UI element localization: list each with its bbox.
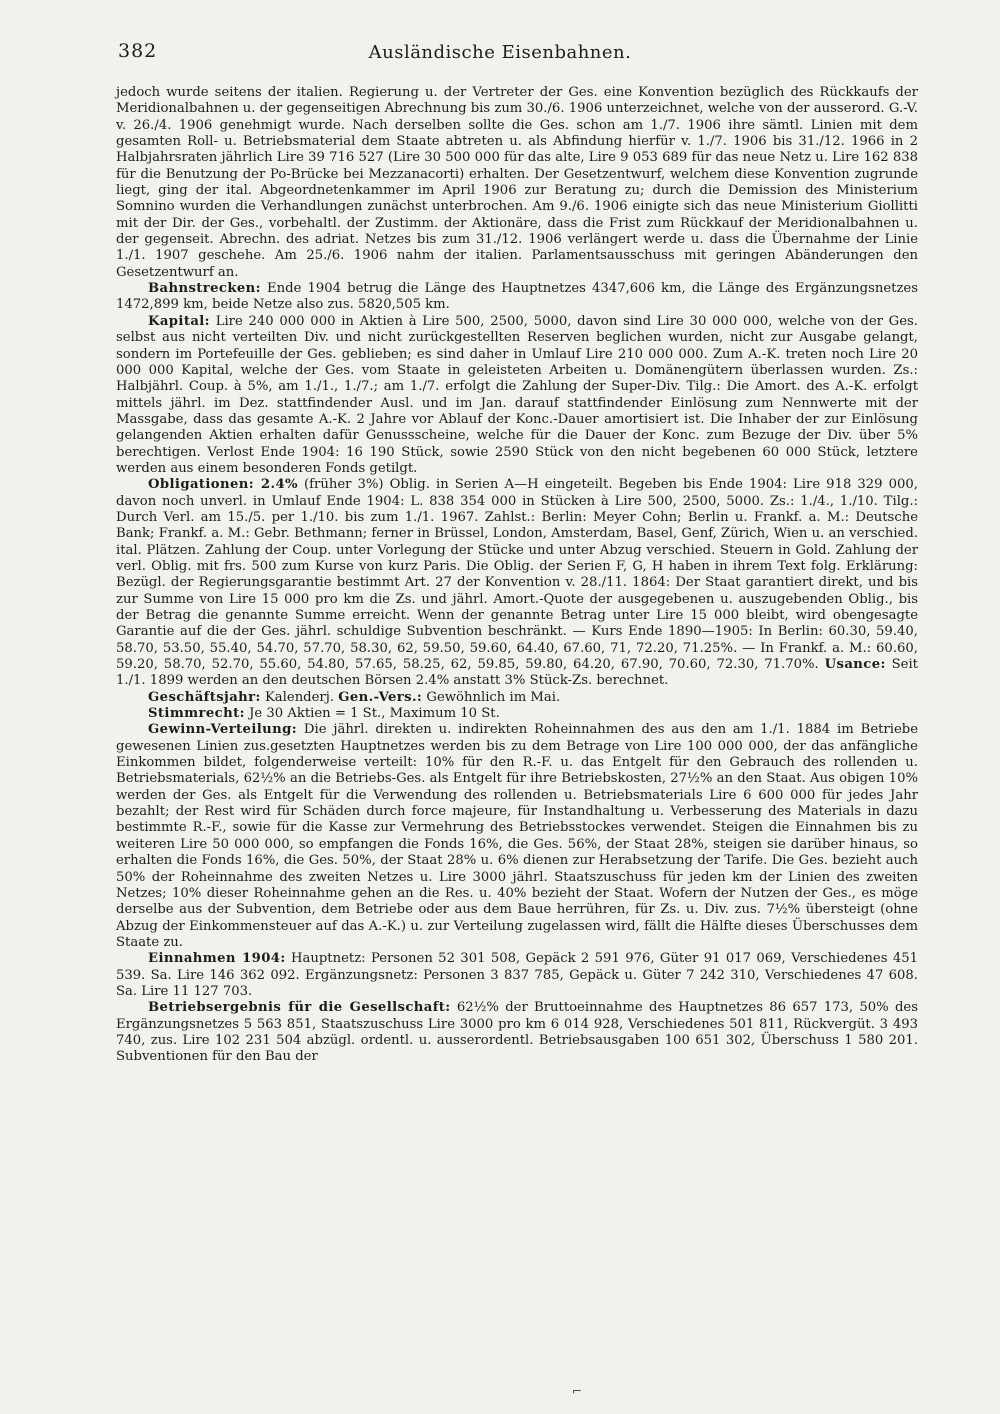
page-number: 382 bbox=[118, 40, 158, 62]
running-title: Ausländische Eisenbahnen. bbox=[368, 42, 632, 63]
section-heading: Obligationen: 2.4% bbox=[148, 477, 298, 493]
paragraph-text: 62½% der Bruttoeinnahme des Hauptnetzes 86 657 173, 50% des Ergänzungsnetzes 5 563 851, Staatszuschuss Lire 3000 pro km 6 014 928, Verschiedenes 501 811, Rückvergüt. 3 493 740, zus. Lire 102 231 504 abzügl. ordentl. u. ausserordentl. Betriebsausgaben 100 651 302, Überschuss 1 580 201. Subventionen für den Bau der bbox=[116, 1000, 918, 1065]
print-mark: ⌐ bbox=[572, 1384, 583, 1398]
paragraph-text: Ende 1904 betrug die Länge des Hauptnetzes 4347,606 km, die Länge des Ergänzungsnetzes 1472,899 km, beide Netze also zus. 5820,505 km. bbox=[116, 281, 918, 313]
paragraph-obligationen bbox=[116, 477, 918, 689]
paragraph-geschaeftsjahr bbox=[116, 690, 918, 706]
section-heading: Kapital: bbox=[148, 313, 210, 329]
paragraph-stimmrecht bbox=[116, 706, 918, 722]
section-heading: Betriebsergebnis für die Gesellschaft: bbox=[148, 1000, 451, 1016]
paragraph-convention bbox=[116, 85, 918, 281]
paragraph-text: Kalenderj. bbox=[264, 689, 335, 705]
section-heading: Stimmrecht: bbox=[148, 706, 245, 722]
paragraph-text: jedoch wurde seitens der italien. Regierung u. der Vertreter der Ges. eine Konvention bezüglich des Rückkaufs der Meridionalbahnen u. der gegenseitigen Abrechnung bis zum 30./6. 1906 unterzeichnet, welche von der ausserord. G.-V. v. 26./4. 1906 genehmigt wurde. Nach derselben sollte die Ges. schon am 1./7. 1906 ihre sämtl. Linien mit dem gesamten Roll- u. Betriebsmaterial dem Staate abtreten u. als Abfindung hierfür v. 1./7. 1906 bis 31./12. 1966 in 2 Halbjahrsraten jährlich Lire 39 716 527 (Lire 30 500 000 für das alte, Lire 9 053 689 für das neue Netz u. Lire 162 838 für die Benutzung der Po-Brücke bei Mezzanacorti) erhalten. Der Gesetzentwurf, welchem diese Konvention zugrunde liegt, ging der ital. Abgeordnetenkammer im April 1906 zur Beratung zu; durch die Demission des Ministerium Somnino wurden die Verhandlungen zunächst unterbrochen. Am 9./6. 1906 einigte sich das neue Ministerium Giollitti mit der Dir. der Ges., vorbehaltl. der Zustimm. der Aktionäre, dass die Frist zum Rückkauf der Meridionalbahnen u. der gegenseit. Abrechn. des adriat. Netzes bis zum 31./12. 1906 verlängert werde u. dass die Übernahme der Linie 1./1. 1907 geschehe. Am 25./6. 1906 nahm der italien. Parlamentsausschuss mit geringen Abänderungen den Gesetzentwurf an. bbox=[116, 85, 918, 280]
paragraph-einnahmen bbox=[116, 951, 918, 1000]
section-heading: Bahnstrecken: bbox=[148, 281, 261, 297]
section-heading: Gewinn-Verteilung: bbox=[148, 722, 298, 738]
paragraph-text: Je 30 Aktien = 1 St., Maximum 10 St. bbox=[249, 706, 500, 722]
section-heading: Gen.-Vers.: bbox=[338, 689, 423, 705]
section-heading: Einnahmen 1904: bbox=[148, 951, 286, 967]
paragraph-gewinn-verteilung bbox=[116, 722, 918, 951]
paragraph-text: Seit 1./1. 1899 werden an den deutschen Börsen 2.4% anstatt 3% Stück-Zs. berechnet. bbox=[116, 657, 918, 689]
section-heading: Geschäftsjahr: bbox=[148, 689, 261, 705]
paragraph-bahnstrecken bbox=[116, 281, 918, 314]
section-heading: Usance: bbox=[824, 657, 886, 673]
paragraph-text: Hauptnetz: Personen 52 301 508, Gepäck 2 591 976, Güter 91 017 069, Verschiedenes 451 539. Sa. Lire 146 362 092. Ergänzungsnetz: Personen 3 837 785, Gepäck u. Güter 7 242 310, Verschiedenes 47 608. Sa. Lire 11 127 703. bbox=[116, 951, 918, 999]
paragraph-text: Die jährl. direkten u. indirekten Roheinnahmen des aus den am 1./1. 1884 im Betriebe gewesenen Linien zus.gesetzten Hauptnetzes werden bis zu dem Betrage von Lire 100 000 000, der das anfängliche Einkommen bildet, folgenderweise verteilt: 10% für den R.-F. u. das Entgelt für den Gebrauch des rollenden u. Betriebsmaterials, 62½% an die Betriebs-Ges. als Entgelt für ihre Betriebskosten, 27½% an den Staat. Aus obigen 10% werden der Ges. als Entgelt für die Verwendung des rollenden u. Betriebsmaterials Lire 6 600 000 für jedes Jahr bezahlt; der Rest wird für Schäden durch force majeure, für Instandhaltung u. Verbesserung des Materials in dazu bestimmte R.-F., sowie für die Kasse zur Vermehrung des Betriebsstockes verwendet. Steigen die Einnahmen bis zu weiteren Lire 50 000 000, so empfangen die Fonds 16%, die Ges. 56%, der Staat 28%, steigen sie darüber hinaus, so erhalten die Fonds 16%, die Ges. 50%, der Staat 28% u. 6% dienen zur Herabsetzung der Tarife. Die Ges. bezieht auch 50% der Roheinnahme des zweiten Netzes u. Lire 3000 jährl. Staatszuschuss für jeden km der Linien des zweiten Netzes; 10% dieser Roheinnahme gehen an die Res. u. 40% bezieht der Staat. Wofern der Nutzen der Ges., es möge derselbe aus der Subvention, dem Betriebe oder aus dem Baue herrühren, für Zs. u. Div. zus. 7½% übersteigt (ohne Abzug der Einkommensteuer auf das A.-K.) u. zur Verteilung zugelassen wird, fällt die Hälfte dieses Überschusses dem Staate zu. bbox=[116, 722, 918, 950]
paragraph-text: Lire 240 000 000 in Aktien à Lire 500, 2500, 5000, davon sind Lire 30 000 000, welche von der Ges. selbst aus nicht verteilten Div. und nicht zurückgestellten Reserven beglichen wurden, nicht zur Ausgabe gelangt, sondern im Portefeuille der Ges. geblieben; es sind daher in Umlauf Lire 210 000 000. Zum A.-K. treten noch Lire 20 000 000 Kapital, welche der Ges. vom Staate in geleisteten Arbeiten u. Domänengütern überlassen wurden. Zs.: Halbjährl. Coup. à 5%, am 1./1., 1./7.; am 1./7. erfolgt die Zahlung der Super-Div. Tilg.: Die Amort. des A.-K. erfolgt mittels jährl. im Dez. stattfindender Ausl. und im Jan. darauf stattfindender Einlösung zum Nennwerte mit der Massgabe, dass das gesamte A.-K. 2 Jahre vor Ablauf der Konc.-Dauer amortisiert ist. Die Inhaber der zur Einlösung gelangenden Aktien erhalten dafür Genussscheine, welche für die Dauer der Konc. zum Bezuge der Div. über 5% berechtigen. Verlost Ende 1904: 16 190 Stück, sowie 2590 Stück von den nicht begebenen 60 000 Stück, letztere werden aus einem besonderen Fonds getilgt. bbox=[116, 313, 918, 476]
paragraph-text: Gewöhnlich im Mai. bbox=[426, 689, 561, 705]
paragraph-kapital bbox=[116, 314, 918, 477]
paragraph-betriebsergebnis bbox=[116, 1000, 918, 1065]
body-text bbox=[116, 85, 918, 1066]
paragraph-text: (früher 3%) Oblig. in Serien A—H eingeteilt. Begeben bis Ende 1904: Lire 918 329 000, davon noch unverl. in Umlauf Ende 1904: L. 838 354 000 in Stücken à Lire 500, 2500, 5000. Zs.: 1./4., 1./10. Tilg.: Durch Verl. am 15./5. per 1./10. bis zum 1./1. 1967. Zahlst.: Berlin: Meyer Cohn; Berlin u. Frankf. a. M.: Deutsche Bank; Frankf. a. M.: Gebr. Bethmann; ferner in Brüssel, London, Amsterdam, Basel, Genf, Zürich, Wien u. an verschied. ital. Plätzen. Zahlung der Coup. unter Vorlegung der Stücke und unter Abzug verschied. Steuern in Gold. Zahlung der verl. Oblig. mit frs. 500 zum Kurse von kurz Paris. Die Oblig. der Serien F, G, H haben in ihrem Text folg. Erklärung: Bezügl. der Regierungsgarantie bestimmt Art. 27 der Konvention v. 28./11. 1864: Der Staat garantiert direkt, und bis zur Summe von Lire 15 000 pro km die Zs. und jährl. Amort.-Quote der ausgegebenen u. auszugebenden Oblig., bis der Betrag die genannte Summe erreicht. Wenn der genannte Betrag unter Lire 15 000 bleibt, wird obengesagte Garantie auf die der Ges. jährl. schuldige Subvention beschränkt. — Kurs Ende 1890—1905: In Berlin: 60.30, 59.40, 58.70, 53.50, 55.40, 54.70, 57.70, 58.30, 62, 59.50, 59.60, 64.40, 67.60, 71, 72.20, 71.25%. — In Frankf. a. M.: 60.60, 59.20, 58.70, 52.70, 55.60, 54.80, 57.65, 58.25, 62, 59.85, 59.80, 64.20, 67.90, 70.60, 72.30, 71.70%. bbox=[116, 477, 918, 673]
